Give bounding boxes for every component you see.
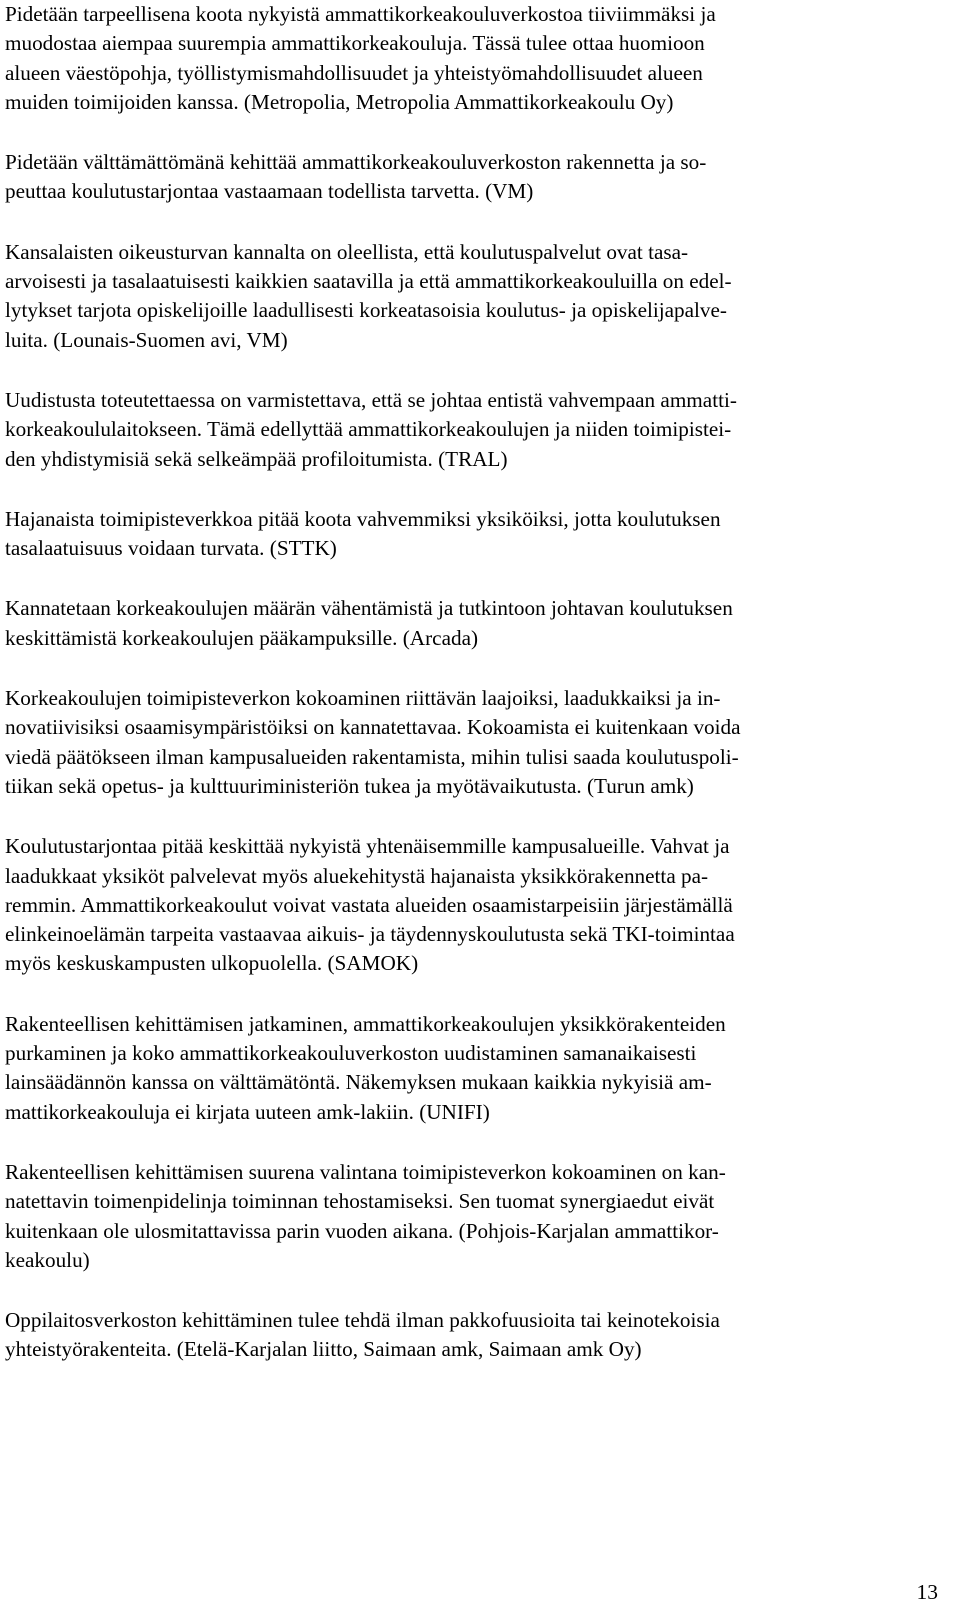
text-line: Pidetään tarpeellisena koota nykyistä ammattikorkeakouluverkostoa tiiviimmäksi ja: [5, 2, 716, 26]
text-line: den yhdistymisiä sekä selkeämpää profiloitumista. (TRAL): [5, 446, 508, 471]
text-line: myös keskuskampusten ulkopuolella. (SAMOK): [5, 951, 419, 976]
text-line: Hajanaista toimipisteverkkoa pitää koota vahvemmiksi yksiköiksi, jotta koulutuksen: [5, 506, 721, 531]
text-line: viedä päätökseen ilman kampusalueiden rakentamista, mihin tulisi saada koulutuspoli-: [5, 744, 739, 769]
text-line: tasalaatuisuus voidaan turvata. (STTK): [5, 536, 337, 561]
text-line: korkeakoululaitokseen. Tämä edellyttää ammattikorkeakoulujen ja niiden toimipistei-: [5, 417, 732, 442]
paragraph-tral: [5, 386, 935, 474]
text-line: laadukkaat yksiköt palvelevat myös aluekehitystä hajanaista yksikkörakennetta pa-: [5, 863, 709, 888]
text-line: purkaminen ja koko ammattikorkeakouluverkoston uudistaminen samanaikaisesti: [5, 1041, 697, 1066]
text-line: lainsäädännön kanssa on välttämätöntä. Näkemyksen mukaan kaikkia nykyisiä am-: [5, 1070, 712, 1095]
text-line: Pidetään välttämättömänä kehittää ammattikorkeakouluverkoston rakennetta ja so-: [5, 150, 707, 175]
text-line: muodostaa aiempaa suurempia ammattikorkeakouluja. Tässä tulee ottaa huomioon: [5, 31, 705, 56]
paragraph-sttk: [5, 505, 935, 564]
text-line: natettavin toimenpidelinja toiminnan tehostamiseksi. Sen tuomat synergiaedut eivät: [5, 1189, 715, 1214]
text-line: luita. (Lounais-Suomen avi, VM): [5, 327, 288, 352]
text-line: keakoulu): [5, 1247, 90, 1272]
text-line: arvoisesti ja tasalaatuisesti kaikkien saatavilla ja että ammattikorkeakouluilla on edel-: [5, 269, 732, 294]
text-line: yhteistyörakenteita. (Etelä-Karjalan liitto, Saimaan amk, Saimaan amk Oy): [5, 1337, 642, 1362]
text-line: Uudistusta toteutettaessa on varmistettava, että se johtaa entistä vahvempaan ammatti-: [5, 387, 737, 412]
text-line: Oppilaitosverkoston kehittäminen tulee tehdä ilman pakkofuusioita tai keinotekoisia: [5, 1308, 720, 1333]
paragraph-metropolia: [5, 0, 935, 117]
text-line: mattikorkeakouluja ei kirjata uuteen amk-lakiin. (UNIFI): [5, 1099, 490, 1124]
paragraph-etela-karjalan-liitto: [5, 1306, 935, 1365]
text-line: Korkeakoulujen toimipisteverkon kokoaminen riittävän laajoiksi, laadukkaiksi ja in-: [5, 686, 721, 711]
text-line: Koulutustarjontaa pitää keskittää nykyistä yhtenäisemmille kampusalueille. Vahvat ja: [5, 834, 730, 859]
text-line: kuitenkaan ole ulosmitattavissa parin vuoden aikana. (Pohjois-Karjalan ammattikor-: [5, 1218, 719, 1243]
paragraph-vm: [5, 148, 935, 207]
text-line: Rakenteellisen kehittämisen jatkaminen, ammattikorkeakoulujen yksikkörakenteiden: [5, 1011, 726, 1036]
page-number: 13: [916, 1580, 938, 1604]
text-line: lytykset tarjota opiskelijoille laadullisesti korkeatasoisia koulutus- ja opiskelijapalve-: [5, 298, 727, 323]
text-line: remmin. Ammattikorkeakoulut voivat vastata alueiden osaamistarpeisiin järjestämällä: [5, 892, 733, 917]
text-line: novatiivisiksi osaamisympäristöiksi on kannatettavaa. Kokoamista ei kuitenkaan voida: [5, 715, 741, 740]
paragraph-pohjois-karjalan-amk: [5, 1158, 935, 1275]
text-line: alueen väestöpohja, työllistymismahdollisuudet ja yhteistyömahdollisuudet alueen: [5, 60, 703, 85]
document-body: [5, 0, 935, 1396]
text-line: Kansalaisten oikeusturvan kannalta on oleellista, että koulutuspalvelut ovat tasa-: [5, 239, 689, 264]
text-line: Kannatetaan korkeakoulujen määrän vähentämistä ja tutkintoon johtavan koulutuksen: [5, 596, 733, 621]
paragraph-arcada: [5, 594, 935, 653]
text-line: elinkeinoelämän tarpeita vastaavaa aikuis- ja täydennyskoulutusta sekä TKI-toimintaa: [5, 922, 735, 947]
text-line: peuttaa koulutustarjontaa vastaamaan todellista tarvetta. (VM): [5, 179, 534, 204]
paragraph-lounais-suomen-avi: [5, 238, 935, 355]
paragraph-unifi: [5, 1010, 935, 1127]
paragraph-turun-amk: [5, 684, 935, 801]
text-line: muiden toimijoiden kanssa. (Metropolia, Metropolia Ammattikorkeakoulu Oy): [5, 89, 674, 114]
text-line: Rakenteellisen kehittämisen suurena valintana toimipisteverkon kokoaminen on kan-: [5, 1159, 726, 1184]
text-line: keskittämistä korkeakoulujen pääkampuksille. (Arcada): [5, 625, 479, 650]
paragraph-samok: [5, 832, 935, 978]
text-line: tiikan sekä opetus- ja kulttuuriministeriön tukea ja myötävaikutusta. (Turun amk): [5, 773, 694, 798]
